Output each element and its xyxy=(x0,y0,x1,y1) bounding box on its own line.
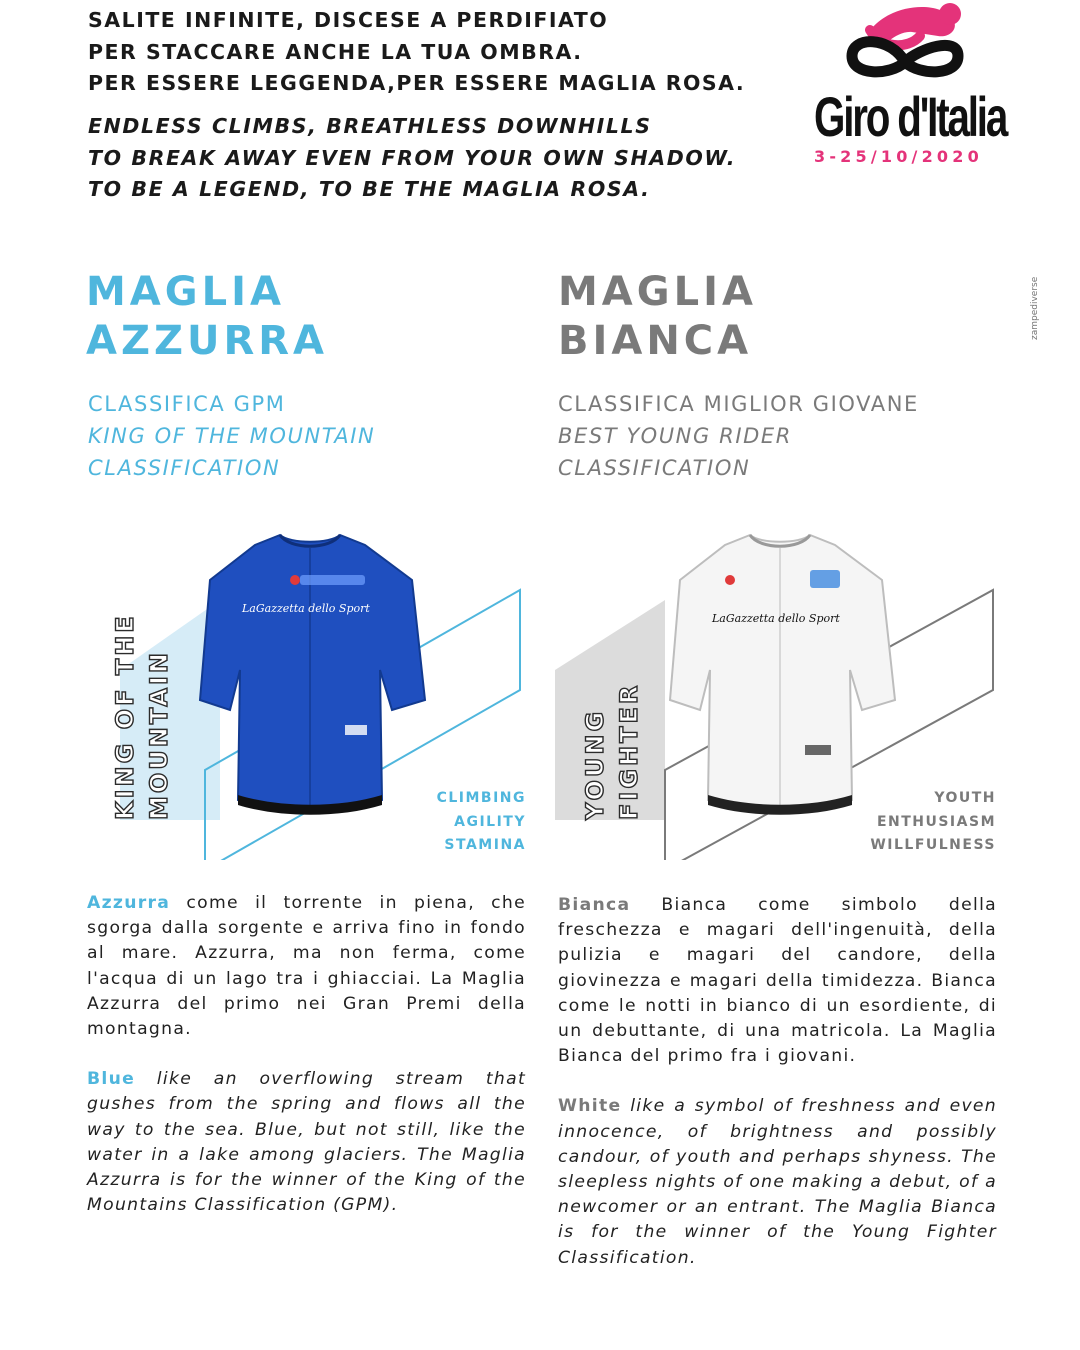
giro-logo xyxy=(800,0,1010,180)
left-title-line: MAGLIA xyxy=(86,269,285,315)
right-jersey-brand: LaGazzetta dello Sport xyxy=(712,612,840,625)
right-english-paragraph xyxy=(558,1094,997,1270)
left-subtitle-line: KING OF THE MOUNTAIN xyxy=(88,424,376,448)
header-italian-line: PER ESSERE LEGGENDA,PER ESSERE MAGLIA ROSA. xyxy=(88,71,746,95)
right-italian-lead: Bianca xyxy=(558,895,631,915)
right-english-text: like a symbol of freshness and even innocence, of brightness and possibly candour, of youth and perhaps shyness. The sleepless nights of one making a debut, of a newcomer or an entrant. The Maglia Bianca is for the winner of the Young Fighter Classification. xyxy=(558,1096,997,1268)
logo-dates: 3-25/10/2020 xyxy=(814,147,983,166)
left-trait: CLIMBING xyxy=(436,790,526,806)
right-body xyxy=(558,893,997,1296)
blue-jersey-icon xyxy=(200,535,425,815)
left-jersey-brand: LaGazzetta dello Sport xyxy=(242,602,370,615)
left-italian-lead: Azzurra xyxy=(87,893,171,913)
photo-credit: zampediverse xyxy=(1030,276,1040,340)
header-english-line: TO BREAK AWAY EVEN FROM YOUR OWN SHADOW. xyxy=(88,145,737,170)
right-english-lead: White xyxy=(558,1096,622,1117)
right-trait: YOUTH xyxy=(934,790,996,806)
header-italian-line: PER STACCARE ANCHE LA TUA OMBRA. xyxy=(88,39,583,64)
right-vertical-line: FIGHTER xyxy=(615,682,643,820)
header-italian-line: SALITE INFINITE, DISCESE A PERDIFIATO xyxy=(88,8,609,32)
right-vertical-label xyxy=(578,683,646,820)
logo-wordmark: Giro d'Italia xyxy=(814,85,1007,148)
left-italian-text: come il torrente in piena, che sgorga dalla sorgente e arriva fino in fondo al mare. Azzurra, ma non ferma, come l'acqua di un lago tra i ghiacciai. La Maglia Azzurra del primo nei Gran Premi della montagna. xyxy=(87,893,526,1040)
left-english-text: like an overflowing stream that gushes from the spring and flows all the way to the sea. Blue, but not still, like the water in a lake among glaciers. The Maglia Azzurra is for the winner of the King of the Mountains Classification (GPM). xyxy=(87,1069,526,1216)
right-vertical-line: YOUNG xyxy=(581,708,609,820)
right-italian-text: Bianca come simbolo della freschezza e magari dell'ingenuità, della pulizia e magari del candore, della giovinezza e magari della timidezza. Bianca come le notti in bianco di un esordiente, di un debuttante, di una matricola. La Maglia Bianca del primo fra i giovani. xyxy=(558,895,997,1067)
right-trait: ENTHUSIASM xyxy=(876,813,996,830)
left-subtitle-line: CLASSIFICATION xyxy=(88,456,281,480)
left-trait: AGILITY xyxy=(454,813,526,830)
left-vertical-line: KING OF THE xyxy=(111,613,139,820)
right-title-line: MAGLIA xyxy=(558,269,757,315)
left-body xyxy=(87,891,526,1243)
header-italian xyxy=(88,5,788,100)
left-subtitle-line: CLASSIFICA GPM xyxy=(88,392,286,416)
right-subtitle-line: CLASSIFICA MIGLIOR GIOVANE xyxy=(558,392,919,416)
left-english-paragraph xyxy=(87,1067,526,1218)
right-title-line: BIANCA xyxy=(558,318,753,364)
right-traits xyxy=(870,787,996,858)
right-title xyxy=(558,268,757,366)
right-subtitle-line: CLASSIFICATION xyxy=(558,456,751,480)
left-italian-paragraph xyxy=(87,891,526,1042)
left-vertical-label xyxy=(108,613,176,820)
right-subtitle-line: BEST YOUNG RIDER xyxy=(558,424,792,448)
header-english xyxy=(88,111,808,206)
left-trait: STAMINA xyxy=(444,837,526,853)
left-subtitle xyxy=(88,388,375,484)
left-title-line: AZZURRA xyxy=(86,318,329,364)
right-subtitle xyxy=(558,388,919,484)
right-trait: WILLFULNESS xyxy=(870,837,996,853)
header-english-line: TO BE A LEGEND, TO BE THE MAGLIA ROSA. xyxy=(88,177,651,201)
left-vertical-line: MOUNTAIN xyxy=(145,650,173,820)
left-traits xyxy=(437,787,526,858)
left-title xyxy=(86,268,328,366)
white-jersey-icon xyxy=(670,535,895,815)
header-english-line: ENDLESS CLIMBS, BREATHLESS DOWNHILLS xyxy=(88,114,652,138)
right-italian-paragraph xyxy=(558,893,997,1069)
left-english-lead: Blue xyxy=(87,1069,136,1090)
